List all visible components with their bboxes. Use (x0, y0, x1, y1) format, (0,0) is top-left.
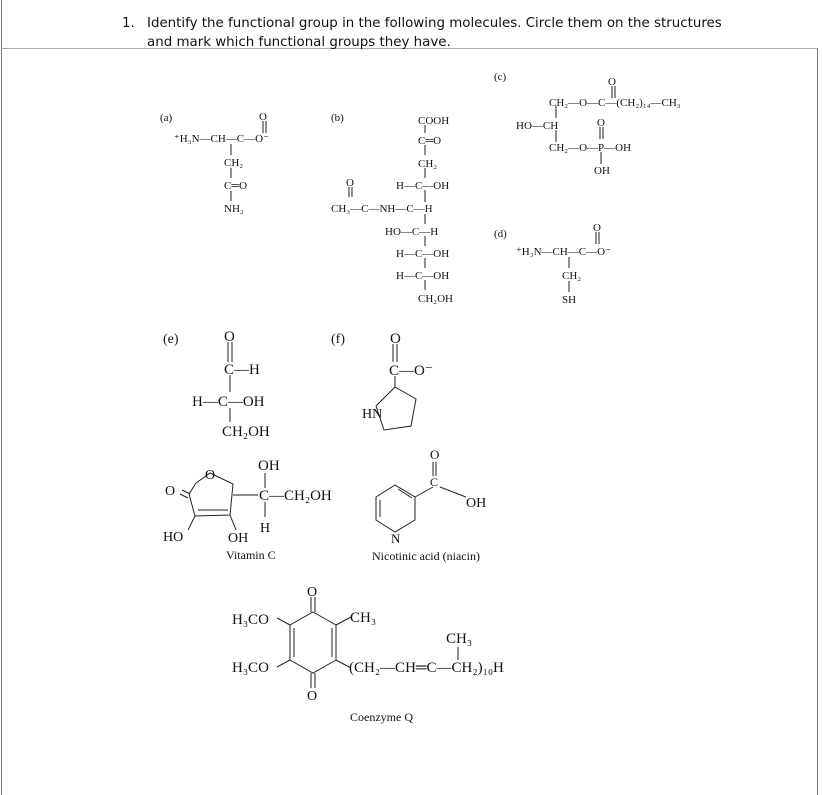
mol-b-ch2: CH₂ (418, 158, 438, 170)
coq-oxygen-top: O (307, 585, 318, 600)
niacin-oh: OH (466, 496, 487, 511)
vitc-oh-bottom: OH (228, 531, 249, 546)
mol-a-oxygen: O (259, 111, 267, 123)
mol-b-row-3: HO—C—H (385, 226, 439, 238)
mol-c-phosphate-oxygen: O (597, 117, 605, 129)
question-number: 1. (122, 16, 135, 31)
mol-b-row-2: CH₃—C—NH—C—H (331, 203, 433, 215)
mol-a-ch2: CH₂ (224, 157, 244, 169)
coq-side-methyl: CH₃ (446, 631, 473, 647)
label-a: (a) (160, 112, 173, 124)
mol-d-oxygen: O (593, 222, 601, 234)
label-d: (d) (494, 228, 507, 240)
label-c: (c) (494, 71, 507, 83)
mol-b-row-1: H—C—OH (396, 180, 450, 192)
mol-b-cooh: COOH (418, 115, 450, 127)
mol-f-amine: HN (362, 407, 383, 422)
mol-e-ch2oh: CH₂OH (222, 424, 270, 440)
coq-isoprene-chain: (CH₂—CH═C—CH₂)₁₀H (349, 660, 504, 676)
mol-a-nh2: NH₂ (224, 203, 244, 215)
niacin-nitrogen: N (391, 531, 401, 546)
mol-d-main-chain: ⁺H₃N—CH—C—O⁻ (516, 246, 611, 258)
mol-f-carboxylate: C—O⁻ (389, 363, 433, 379)
vitc-ring-oxygen: O (205, 468, 216, 483)
mol-b-carbonyl: C═O (418, 135, 442, 147)
mol-c-row-2: HO—CH (516, 120, 559, 132)
mol-c-row-1: CH₂—O—C—(CH₂)₁₄—CH₃ (549, 97, 681, 109)
label-f: (f) (331, 332, 345, 347)
vitc-hydrogen: H (260, 521, 271, 536)
mol-e-hydroxyl-carbon: H—C—OH (192, 394, 265, 410)
mol-f-oxygen: O (390, 331, 401, 347)
vitc-keto-oxygen: O (165, 484, 176, 499)
mol-c-oxygen: O (608, 76, 616, 88)
label-e: (e) (163, 332, 179, 347)
vitc-oh-top: OH (258, 458, 280, 474)
niacin-oxygen: O (430, 447, 440, 462)
mol-a-main-chain: ⁺H₃N—CH—C—O⁻ (174, 133, 269, 145)
vitc-ho: HO (163, 530, 184, 545)
mol-e-aldehyde: C—H (224, 362, 260, 378)
mol-b-row-6: CH₂OH (418, 293, 454, 305)
coq-oxygen-bottom: O (307, 689, 318, 704)
mol-b-row-4: H—C—OH (396, 248, 450, 260)
mol-b-acyl-oxygen: O (346, 177, 354, 189)
mol-d-ch2: CH₂ (562, 270, 582, 282)
coq-methoxy-1: H₃CO (232, 612, 269, 628)
question-text: Identify the functional group in the following molecules. Circle them on the structures and mark which functional groups they have. (147, 16, 722, 50)
coq-methoxy-2: H₃CO (232, 660, 269, 676)
mol-d-sh: SH (562, 294, 577, 306)
vitc-ch2oh: C—CH₂OH (259, 488, 332, 504)
caption-coenzyme-q: Coenzyme Q (350, 710, 413, 724)
mol-c-row-3: CH₂—O—P—OH (549, 142, 632, 154)
niacin-carbon: C (430, 475, 439, 489)
mol-e-oxygen: O (224, 329, 235, 345)
caption-vitamin-c: Vitamin C (226, 548, 276, 562)
label-b: (b) (331, 112, 344, 124)
mol-c-oh: OH (594, 165, 610, 177)
mol-a-carbonyl: C═O (224, 180, 248, 192)
caption-niacin: Nicotinic acid (niacin) (372, 549, 480, 563)
mol-b-row-5: H—C—OH (396, 270, 450, 282)
coq-ring-methyl: CH₃ (350, 610, 377, 626)
